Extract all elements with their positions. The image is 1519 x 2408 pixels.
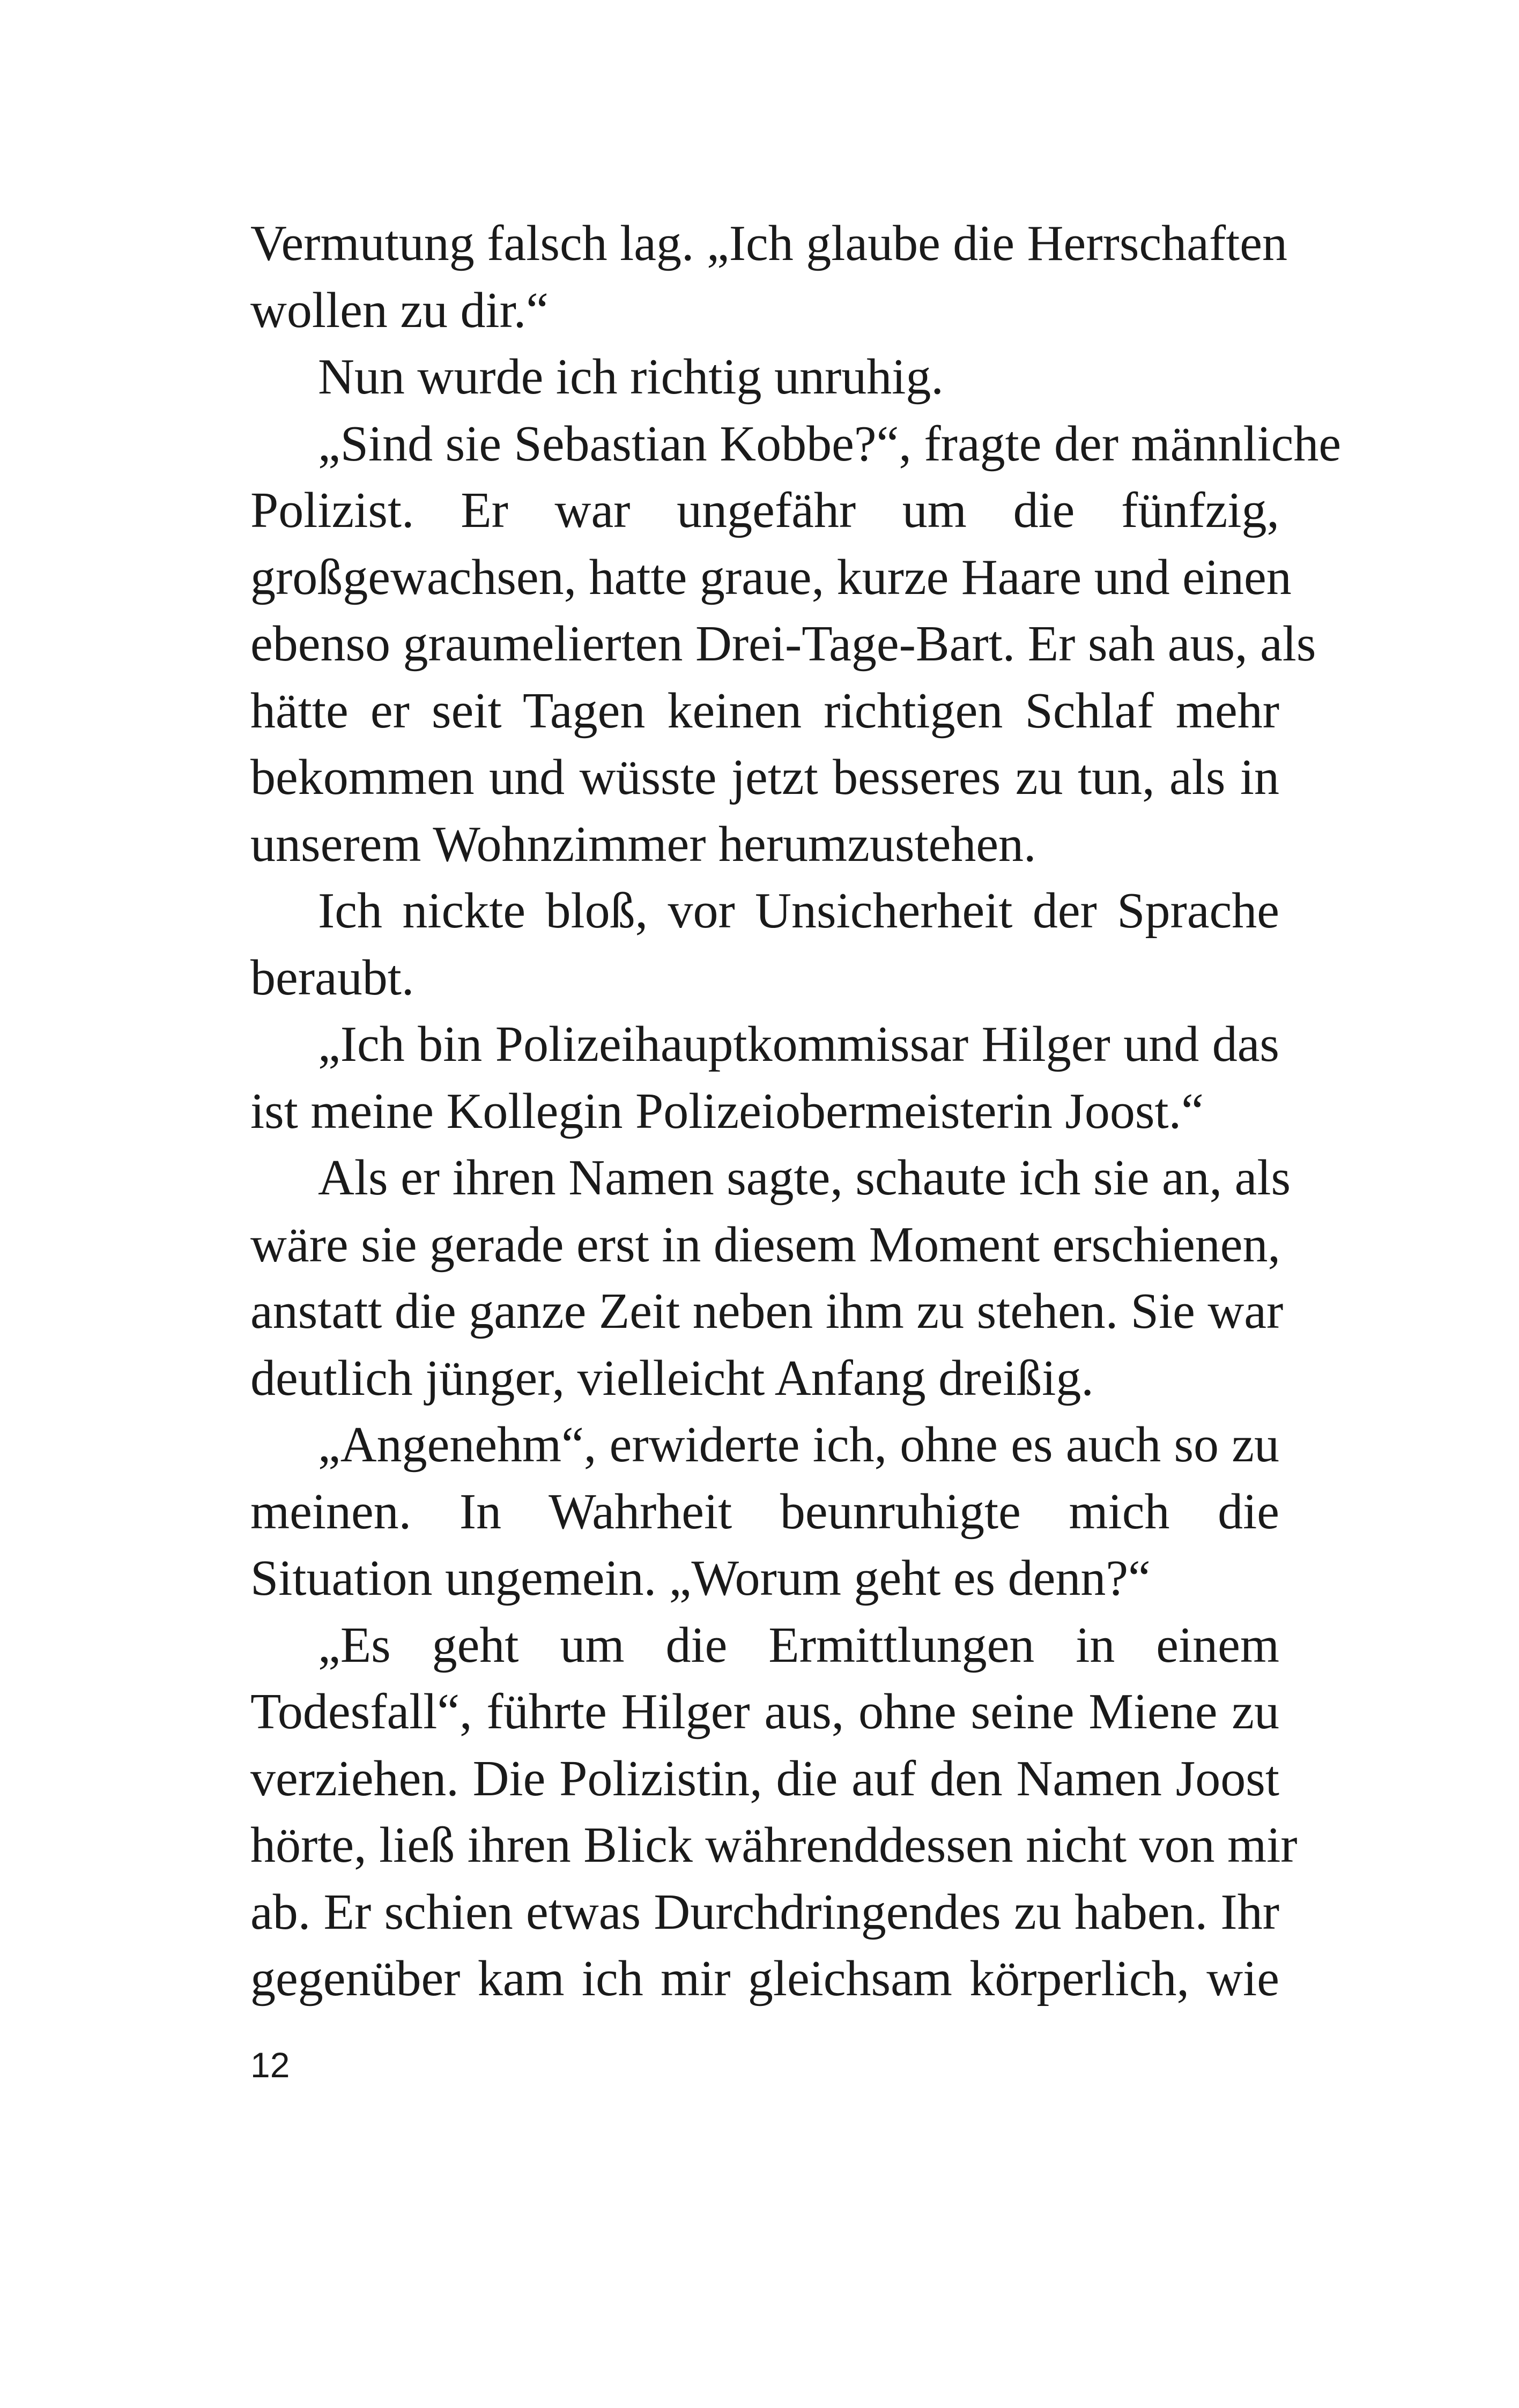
- text-line: beraubt.: [250, 949, 414, 1006]
- text-line: ab. Er schien etwas Durchdringendes zu haben. Ihr: [250, 1884, 1279, 1940]
- text-line: unserem Wohnzimmer herumzustehen.: [250, 816, 1036, 872]
- text-line: deutlich jünger, vielleicht Anfang dreißig.: [250, 1350, 1094, 1406]
- text-line: hätte er seit Tagen keinen richtigen Schlaf mehr: [250, 682, 1279, 739]
- text-line: ebenso graumelierten Drei-Tage-Bart. Er sah aus, als: [250, 616, 1316, 672]
- text-line: ist meine Kollegin Polizeiobermeisterin Joost.“: [250, 1083, 1204, 1139]
- text-line: Vermutung falsch lag. „Ich glaube die Herrschaften: [250, 215, 1288, 271]
- body-text: [250, 210, 1342, 2012]
- text-line: meinen. In Wahrheit beunruhigte mich die: [250, 1483, 1279, 1540]
- text-line: „Angenehm“, erwiderte ich, ohne es auch so zu: [318, 1417, 1279, 1473]
- text-line: Situation ungemein. „Worum geht es denn?“: [250, 1550, 1151, 1606]
- text-line: „Sind sie Sebastian Kobbe?“, fragte der männliche: [318, 415, 1342, 472]
- text-line: Polizist. Er war ungefähr um die fünfzig,: [250, 482, 1279, 538]
- text-line: großgewachsen, hatte graue, kurze Haare und einen: [250, 549, 1292, 605]
- text-line: „Ich bin Polizeihauptkommissar Hilger und das: [318, 1016, 1279, 1072]
- text-line: verziehen. Die Polizistin, die auf den Namen Joost: [250, 1750, 1279, 1807]
- text-line: hörte, ließ ihren Blick währenddessen nicht von mir: [250, 1817, 1298, 1873]
- text-line: bekommen und wüsste jetzt besseres zu tun, als in: [250, 749, 1279, 805]
- text-line: Als er ihren Namen sagte, schaute ich sie an, als: [318, 1150, 1291, 1206]
- text-line: wäre sie gerade erst in diesem Moment erschienen,: [250, 1216, 1281, 1273]
- text-line: Nun wurde ich richtig unruhig.: [318, 349, 944, 405]
- text-line: anstatt die ganze Zeit neben ihm zu stehen. Sie war: [250, 1283, 1284, 1339]
- page-number: 12: [250, 2045, 290, 2085]
- text-line: Todesfall“, führte Hilger aus, ohne seine Miene zu: [250, 1684, 1279, 1740]
- text-line: „Es geht um die Ermittlungen in einem: [318, 1617, 1279, 1673]
- text-line: gegenüber kam ich mir gleichsam körperlich, wie: [250, 1951, 1279, 2006]
- text-line: wollen zu dir.“: [250, 282, 549, 338]
- text-line: Ich nickte bloß, vor Unsicherheit der Sprache: [318, 883, 1279, 939]
